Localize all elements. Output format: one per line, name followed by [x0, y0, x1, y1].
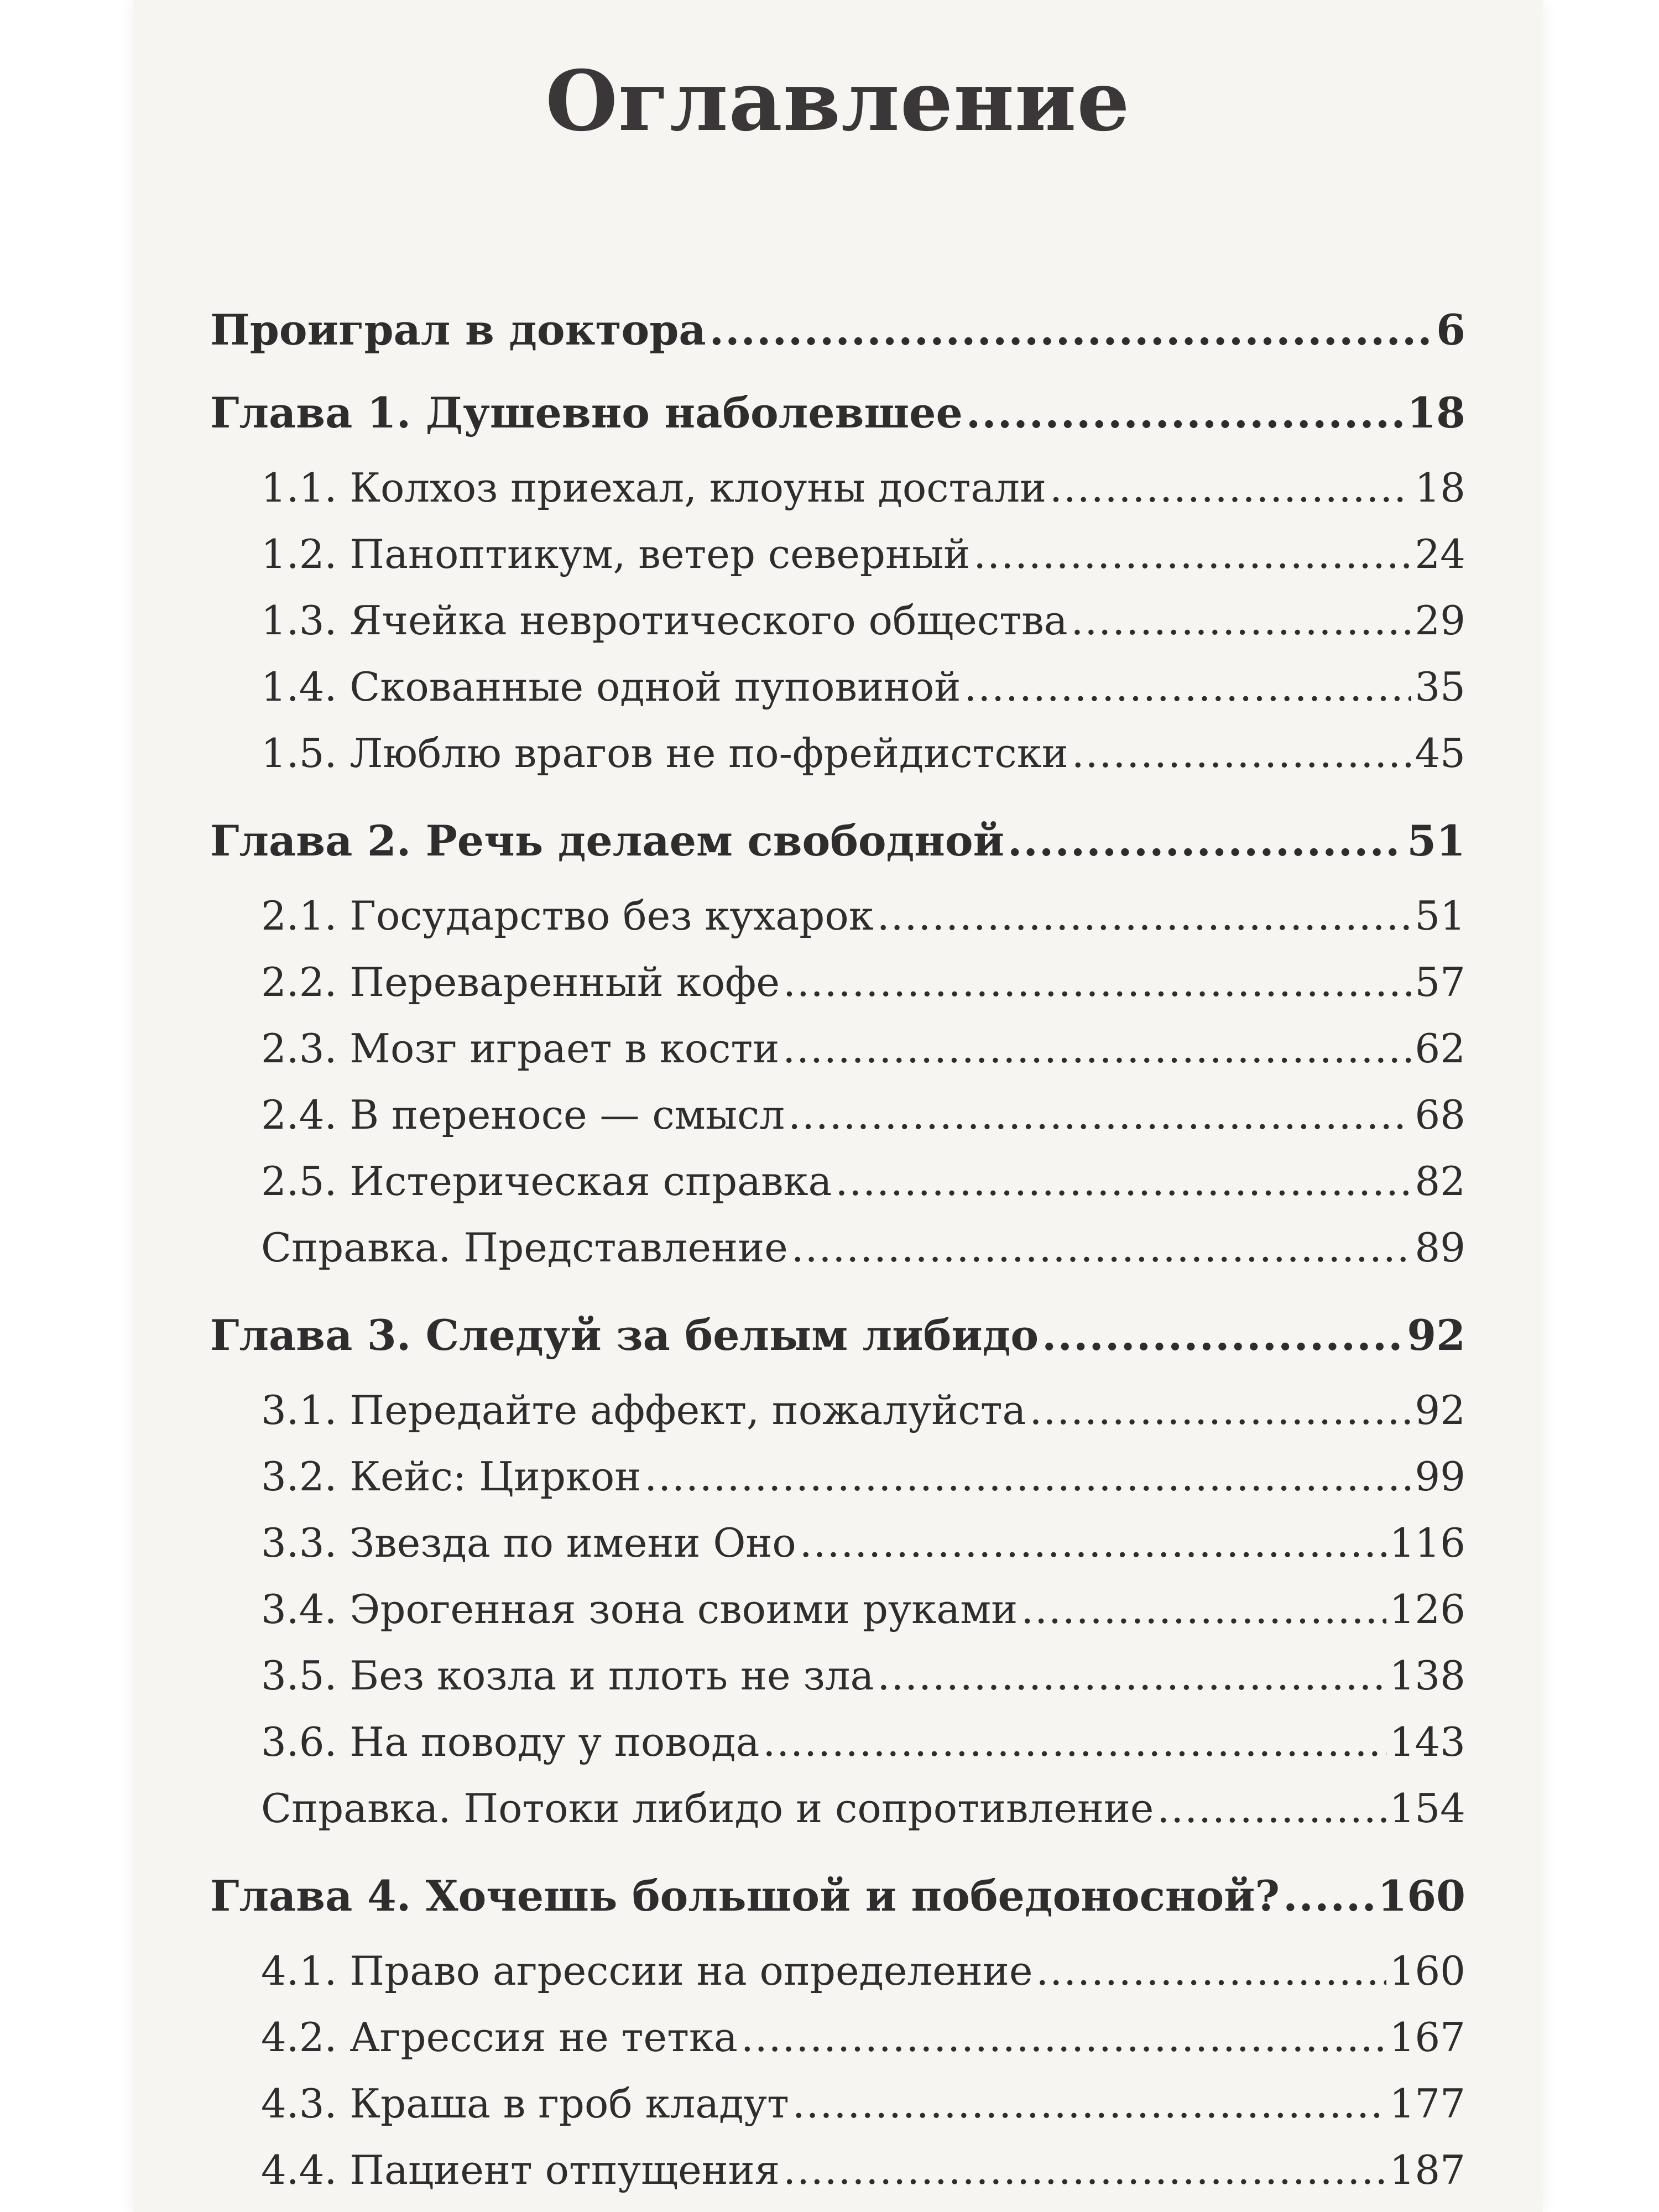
toc-dot-leader: [1021, 1576, 1386, 1642]
toc-dot-leader: [783, 949, 1411, 1015]
toc-entry-label: 2.2. Переваренный кофе: [261, 959, 780, 1005]
toc-dot-leader: [1036, 1938, 1386, 2004]
toc-section-entry: [210, 720, 1465, 786]
toc-page-number: 187: [1389, 2147, 1465, 2193]
toc-entry-label: Глава 3. Следуй за белым либидо: [210, 1311, 1039, 1360]
toc-entry-label: 4.2. Агрессия не тетка: [261, 2014, 738, 2060]
toc-section-entry: [210, 2137, 1465, 2203]
toc-dot-leader: [877, 1642, 1386, 1709]
toc-page-number: 154: [1389, 1785, 1465, 1832]
toc-page-number: 29: [1415, 597, 1465, 644]
toc-section-entry: [210, 949, 1465, 1015]
toc-dot-leader: [792, 2070, 1386, 2137]
toc-page-number: 92: [1407, 1311, 1465, 1360]
toc-dot-leader: [644, 1443, 1411, 1510]
toc-dot-leader: [1071, 587, 1412, 654]
toc-section-entry: [210, 2070, 1465, 2137]
toc-dot-leader: [1029, 1377, 1411, 1443]
toc-entry-label: 1.5. Люблю врагов не по-фрейдистски: [261, 730, 1068, 776]
toc-page-number: 92: [1415, 1387, 1465, 1433]
toc-page-number: 24: [1415, 531, 1465, 577]
table-of-contents: [210, 289, 1465, 2203]
toc-section-entry: [210, 654, 1465, 720]
toc-entry-label: 4.3. Краша в гроб кладут: [261, 2080, 789, 2127]
toc-page-number: 99: [1415, 1453, 1465, 1500]
toc-dot-leader: [1042, 1294, 1404, 1377]
toc-section-entry: [210, 1938, 1465, 2004]
toc-dot-leader: [1050, 455, 1411, 521]
toc-entry-label: Глава 4. Хочешь большой и победоносной?: [210, 1871, 1280, 1921]
toc-page-number: 18: [1415, 465, 1465, 511]
toc-section-entry: [210, 1015, 1465, 1082]
toc-page-number: 57: [1415, 959, 1465, 1005]
toc-entry-label: Глава 2. Речь делаем свободной: [210, 816, 1004, 865]
toc-entry-label: 2.4. В переносе — смысл: [261, 1092, 785, 1138]
toc-dot-leader: [800, 1510, 1386, 1576]
toc-page-number: 45: [1415, 730, 1465, 776]
toc-entry-label: Проиграл в доктора: [210, 305, 706, 354]
toc-entry-label: Справка. Представление: [261, 1224, 788, 1271]
toc-section-entry: [210, 1709, 1465, 1775]
toc-section-entry: [210, 1148, 1465, 1214]
toc-entry-label: 1.2. Паноптикум, ветер северный: [261, 531, 971, 577]
toc-page-number: 160: [1378, 1871, 1465, 1921]
toc-page-number: 116: [1389, 1520, 1465, 1566]
toc-entry-label: 3.4. Эрогенная зона своими руками: [261, 1586, 1018, 1632]
toc-page-number: 89: [1415, 1224, 1465, 1271]
toc-dot-leader: [1008, 800, 1404, 883]
toc-page-number: 177: [1389, 2080, 1465, 2127]
toc-entry-label: 1.3. Ячейка невротического общества: [261, 597, 1068, 644]
toc-chapter-entry: [210, 800, 1465, 883]
toc-page-number: 68: [1415, 1092, 1465, 1138]
toc-entry-label: 3.1. Передайте аффект, пожалуйста: [261, 1387, 1026, 1433]
toc-dot-leader: [783, 2137, 1386, 2203]
toc-section-entry: [210, 587, 1465, 654]
toc-dot-leader: [964, 654, 1411, 720]
toc-dot-leader: [973, 521, 1411, 587]
toc-dot-leader: [788, 1082, 1411, 1148]
toc-dot-leader: [782, 1015, 1411, 1082]
toc-entry-label: 3.2. Кейс: Циркон: [261, 1453, 641, 1500]
toc-entry-label: 3.3. Звезда по имени Оно: [261, 1520, 796, 1566]
toc-dot-leader: [791, 1214, 1412, 1281]
toc-entry-label: 1.4. Скованные одной пуповиной: [261, 664, 961, 710]
toc-entry-label: 3.6. На поводу у повода: [261, 1719, 760, 1765]
toc-dot-leader: [709, 289, 1433, 372]
book-page: [133, 0, 1543, 2212]
toc-section-entry: [210, 1214, 1465, 1281]
toc-entry-label: 1.1. Колхоз приехал, клоуны достали: [261, 465, 1047, 511]
toc-chapter-entry: [210, 1855, 1465, 1938]
toc-dot-leader: [877, 883, 1412, 949]
toc-entry-label: Справка. Потоки либидо и сопротивление: [261, 1785, 1154, 1832]
toc-page-number: 160: [1389, 1948, 1465, 1994]
toc-chapter-entry: [210, 1294, 1465, 1377]
toc-entry-label: Глава 1. Душевно наболевшее: [210, 388, 963, 437]
toc-page-number: 6: [1436, 305, 1465, 354]
toc-page-number: 18: [1407, 388, 1465, 437]
toc-chapter-entry: [210, 372, 1465, 455]
toc-dot-leader: [1283, 1855, 1374, 1938]
toc-section-entry: [210, 1775, 1465, 1841]
toc-section-entry: [210, 1377, 1465, 1443]
toc-section-entry: [210, 521, 1465, 587]
toc-entry-label: 2.5. Истерическая справка: [261, 1158, 832, 1204]
toc-dot-leader: [1157, 1775, 1386, 1841]
toc-section-entry: [210, 1443, 1465, 1510]
toc-section-entry: [210, 1510, 1465, 1576]
toc-page-number: 51: [1407, 816, 1465, 865]
toc-page-number: 82: [1415, 1158, 1465, 1204]
toc-page-number: 143: [1389, 1719, 1465, 1765]
toc-section-entry: [210, 1642, 1465, 1709]
toc-page-number: 35: [1415, 664, 1465, 710]
toc-section-entry: [210, 2004, 1465, 2070]
toc-dot-leader: [763, 1709, 1386, 1775]
toc-entry-label: 4.4. Пациент отпущения: [261, 2147, 780, 2193]
toc-page-number: 51: [1415, 893, 1465, 939]
toc-dot-leader: [835, 1148, 1411, 1214]
toc-page-number: 62: [1415, 1025, 1465, 1072]
toc-entry-label: 2.1. Государство без кухарок: [261, 893, 874, 939]
toc-page-number: 138: [1389, 1652, 1465, 1699]
toc-dot-leader: [741, 2004, 1386, 2070]
toc-entry-label: 2.3. Мозг играет в кости: [261, 1025, 780, 1072]
toc-page-number: 126: [1389, 1586, 1465, 1632]
toc-page-number: 167: [1389, 2014, 1465, 2060]
toc-section-entry: [210, 1576, 1465, 1642]
page-title: Оглавление: [545, 53, 1130, 150]
toc-dot-leader: [966, 372, 1404, 455]
toc-chapter-entry: [210, 289, 1465, 372]
toc-dot-leader: [1072, 720, 1412, 786]
toc-entry-label: 4.1. Право агрессии на определение: [261, 1948, 1033, 1994]
toc-section-entry: [210, 455, 1465, 521]
toc-section-entry: [210, 1082, 1465, 1148]
toc-entry-label: 3.5. Без козла и плоть не зла: [261, 1652, 874, 1699]
toc-section-entry: [210, 883, 1465, 949]
